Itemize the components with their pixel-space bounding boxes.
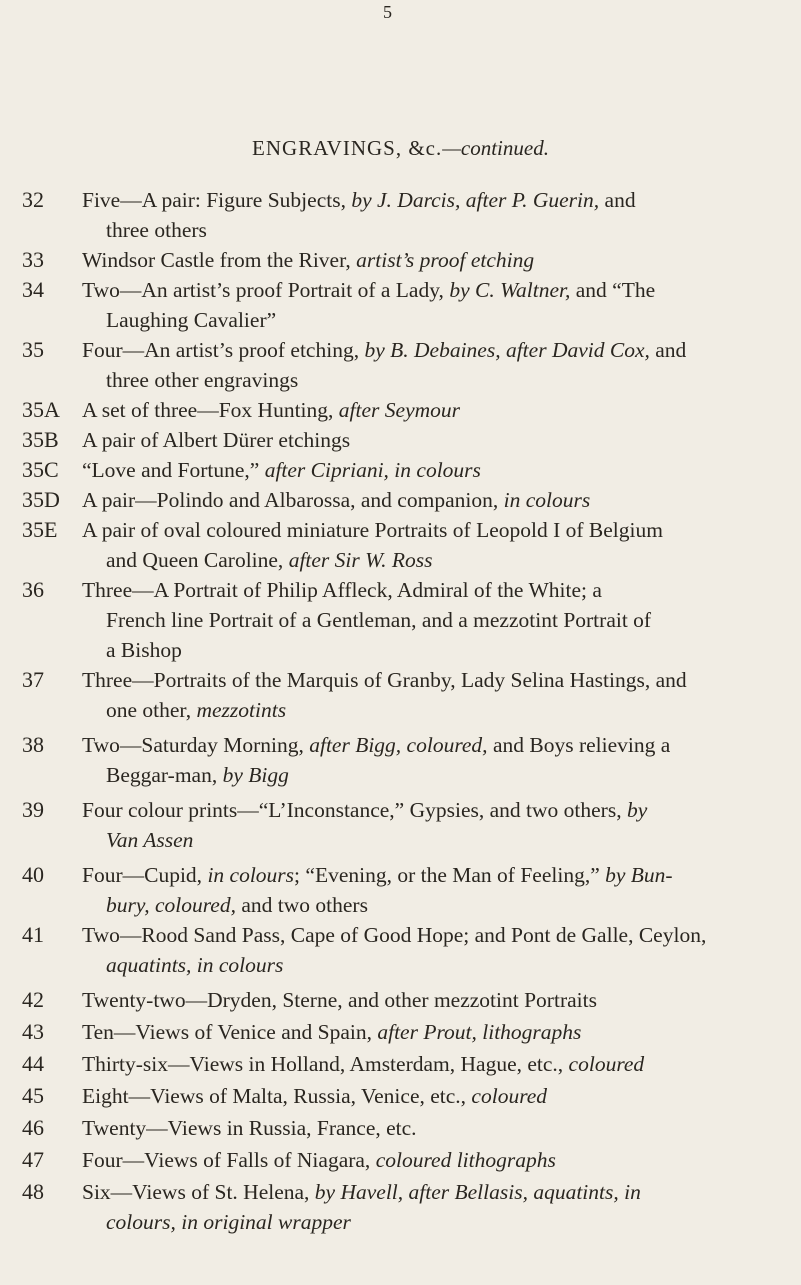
lot-number: 39 [22, 797, 44, 822]
lot-description: Six—Views of St. Helena, by Havell, after Bellasis, aquatints, in colours, in original wrapper [82, 1180, 641, 1234]
lot-number: 43 [22, 1019, 44, 1044]
lot-description: Four—Cupid, in colours; “Evening, or the Man of Feeling,” by Bun- bury, coloured, and two others [82, 863, 673, 917]
lot-number: 35B [22, 427, 59, 452]
lot-number: 34 [22, 277, 44, 302]
lot-description: Thirty-six—Views in Holland, Amsterdam, Hague, etc., coloured [82, 1052, 645, 1076]
lot-description: Three—Portraits of the Marquis of Granby, Lady Selina Hastings, and one other, mezzotints [82, 668, 687, 722]
lot-description: A pair of Albert Dürer etchings [82, 428, 351, 452]
lot-number: 36 [22, 577, 44, 602]
lot-number: 44 [22, 1051, 44, 1076]
lot-description: Three—A Portrait of Philip Affleck, Admiral of the White; a French line Portrait of a Gentleman, and a mezzotint Portrait of a Bishop [82, 578, 652, 662]
lot-description: Windsor Castle from the River, artist’s proof etching [82, 248, 535, 272]
lot-description: Four colour prints—“L’Inconstance,” Gypsies, and two others, by Van Assen [82, 798, 648, 852]
page-number: 5 [383, 2, 392, 22]
lot-description: A set of three—Fox Hunting, after Seymour [82, 398, 461, 422]
lot-description: Two—An artist’s proof Portrait of a Lady, by C. Waltner, and “The Laughing Cavalier” [82, 278, 656, 332]
lot-number: 33 [22, 247, 44, 272]
lot-number: 47 [22, 1147, 44, 1172]
lot-description: Two—Rood Sand Pass, Cape of Good Hope; and Pont de Galle, Ceylon, aquatints, in colours [82, 923, 707, 977]
lot-number: 35 [22, 337, 44, 362]
lot-description: Four—Views of Falls of Niagara, coloured lithographs [82, 1148, 556, 1172]
lot-number: 35A [22, 397, 60, 422]
lot-description: Two—Saturday Morning, after Bigg, coloured, and Boys relieving a Beggar-man, by Bigg [82, 733, 671, 787]
lot-number: 40 [22, 862, 44, 887]
section-heading [0, 136, 801, 161]
lot-description: Twenty—Views in Russia, France, etc. [82, 1116, 417, 1140]
heading-continued: —continued. [442, 136, 549, 160]
lot-number: 32 [22, 187, 44, 212]
heading-title: ENGRAVINGS, &c. [252, 136, 443, 160]
lot-description: Eight—Views of Malta, Russia, Venice, etc., coloured [82, 1084, 548, 1108]
lot-number: 37 [22, 667, 44, 692]
lot-number: 48 [22, 1179, 44, 1204]
lot-description: Four—An artist’s proof etching, by B. Debaines, after David Cox, and three other engravings [82, 338, 687, 392]
lot-number: 45 [22, 1083, 44, 1108]
lot-number: 35E [22, 517, 58, 542]
lot-number: 38 [22, 732, 44, 757]
lot-number: 42 [22, 987, 44, 1012]
lot-number: 46 [22, 1115, 44, 1140]
lot-description: Twenty-two—Dryden, Sterne, and other mezzotint Portraits [82, 988, 597, 1012]
lot-number: 35D [22, 487, 60, 512]
lot-description: A pair—Polindo and Albarossa, and companion, in colours [82, 488, 591, 512]
lot-description: “Love and Fortune,” after Cipriani, in colours [82, 458, 481, 482]
lot-description: Five—A pair: Figure Subjects, by J. Darcis, after P. Guerin, and three others [82, 188, 636, 242]
lot-description: Ten—Views of Venice and Spain, after Prout, lithographs [82, 1020, 582, 1044]
lot-number: 35C [22, 457, 59, 482]
lot-description: A pair of oval coloured miniature Portraits of Leopold I of Belgium and Queen Caroline, after Sir W. Ross [82, 518, 663, 572]
lot-number: 41 [22, 922, 44, 947]
